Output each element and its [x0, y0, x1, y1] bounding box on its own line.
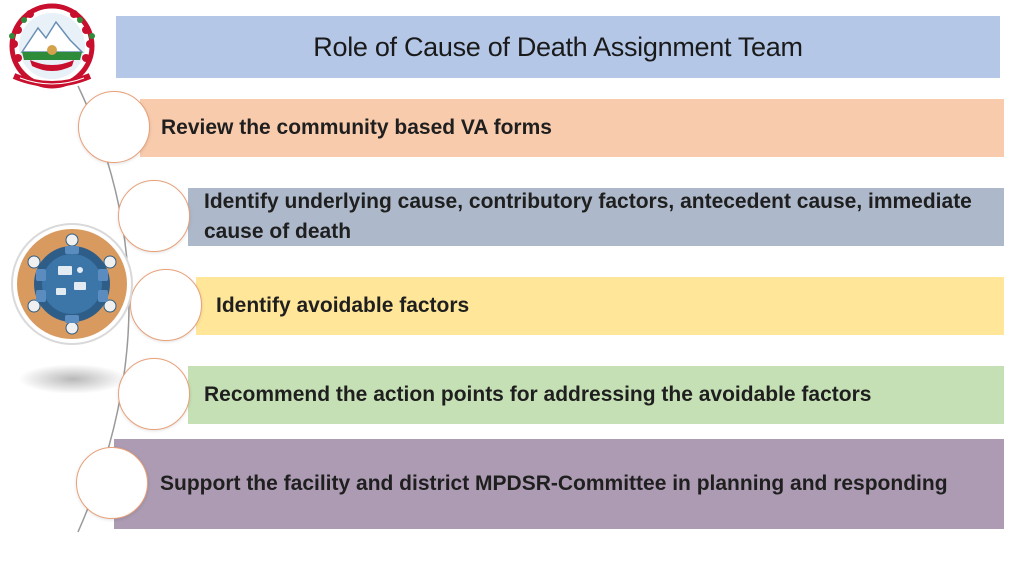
team-meeting-icon — [10, 222, 134, 346]
step-3-text: Identify avoidable factors — [216, 294, 470, 317]
step-1-circle — [78, 91, 150, 163]
step-5-circle — [76, 447, 148, 519]
nepal-government-emblem-icon — [0, 0, 104, 96]
page-title: Role of Cause of Death Assignment Team — [313, 31, 803, 62]
step-2-band — [188, 188, 1004, 246]
illustration-shadow — [18, 364, 128, 394]
step-3-circle — [130, 269, 202, 341]
step-4-text: Recommend the action points for addressing the avoidable factors — [204, 383, 872, 406]
step-1-band — [140, 99, 1004, 157]
step-1-text: Review the community based VA forms — [161, 116, 552, 139]
step-5-band — [114, 439, 1004, 529]
step-4-circle — [118, 358, 190, 430]
step-4-band — [188, 366, 1004, 424]
step-3-band — [196, 277, 1004, 335]
title-bar — [116, 16, 1000, 78]
step-2-text: Identify underlying cause, contributory factors, antecedent cause, immediate cause of death — [204, 190, 972, 243]
step-5-text: Support the facility and district MPDSR-Committee in planning and responding — [160, 472, 948, 495]
